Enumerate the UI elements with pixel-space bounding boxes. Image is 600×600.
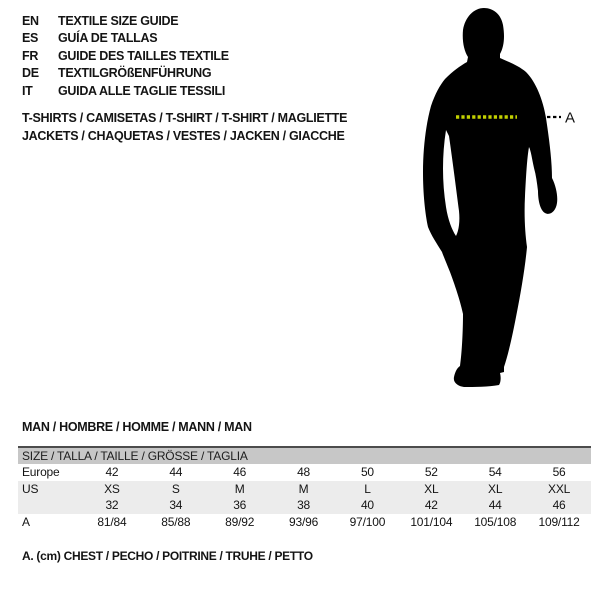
- category-tshirts: T-SHIRTS / CAMISETAS / T-SHIRT / T-SHIRT / MAGLIETTE: [22, 111, 348, 125]
- size-table-header: SIZE / TALLA / TAILLE / GRÖSSE / TAGLIA: [18, 448, 591, 464]
- language-row-it: [22, 82, 229, 100]
- language-row-en: [22, 12, 229, 30]
- table-cell: 44: [488, 498, 502, 512]
- table-cell: L: [364, 481, 371, 496]
- table-cell: 50: [360, 465, 374, 479]
- table-cell: 46: [233, 465, 247, 479]
- table-cell: 44: [169, 465, 183, 479]
- man-silhouette: [400, 0, 600, 400]
- category-list: [22, 110, 347, 145]
- footnote-chest: A. (cm) CHEST / PECHO / POITRINE / TRUHE / PETTO: [22, 549, 313, 563]
- language-code: DE: [22, 66, 39, 81]
- size-table: [18, 446, 591, 530]
- language-code: EN: [22, 13, 39, 28]
- table-cell: XL: [488, 481, 503, 496]
- table-cell: 85/88: [161, 514, 191, 529]
- table-row-europe: [18, 464, 591, 481]
- language-label: TEXTILE SIZE GUIDE: [58, 13, 179, 28]
- table-cell: 42: [105, 465, 119, 479]
- table-cell: 89/92: [225, 514, 255, 529]
- table-cell: 32: [105, 498, 119, 512]
- language-label: GUÍA DE TALLAS: [58, 31, 158, 46]
- language-row-es: [22, 30, 229, 48]
- language-code: IT: [22, 83, 33, 98]
- category-jackets: JACKETS / CHAQUETAS / VESTES / JACKEN / GIACCHE: [22, 128, 345, 143]
- language-list: [22, 12, 229, 100]
- language-code: FR: [22, 48, 39, 63]
- table-cell: 52: [424, 465, 438, 479]
- table-cell: 97/100: [349, 514, 386, 529]
- table-cell: 46: [552, 498, 566, 512]
- row-label: US: [22, 481, 39, 496]
- row-label: A: [22, 514, 30, 529]
- table-cell: 105/108: [474, 514, 517, 529]
- table-cell: M: [298, 481, 309, 496]
- table-cell: 93/96: [289, 514, 319, 529]
- table-cell: 81/84: [97, 514, 127, 529]
- table-cell: 54: [488, 465, 502, 479]
- language-label: GUIDE DES TAILLES TEXTILE: [58, 48, 229, 63]
- row-label: Europe: [22, 465, 60, 479]
- language-label: GUIDA ALLE TAGLIE TESSILI: [58, 83, 226, 98]
- section-title-man: MAN / HOMBRE / HOMME / MANN / MAN: [22, 420, 252, 434]
- table-row-chest: [18, 514, 591, 531]
- table-cell: XL: [424, 481, 439, 496]
- table-cell: 56: [552, 465, 566, 479]
- table-cell: 109/112: [538, 514, 580, 529]
- table-row-numeric: [18, 497, 591, 514]
- row-label: [18, 497, 80, 514]
- measure-a-label: A: [565, 109, 576, 127]
- table-cell: 38: [297, 498, 311, 512]
- table-cell: M: [234, 481, 245, 496]
- table-cell: XXL: [548, 481, 571, 496]
- language-label: TEXTILGRÖßENFÜHRUNG: [58, 66, 212, 81]
- table-cell: 101/104: [410, 514, 453, 529]
- language-row-fr: [22, 47, 229, 65]
- table-cell: XS: [104, 481, 120, 496]
- table-cell: 48: [297, 465, 311, 479]
- man-silhouette-body: [423, 8, 557, 387]
- table-cell: 34: [169, 498, 183, 512]
- table-cell: S: [171, 481, 180, 496]
- language-code: ES: [22, 31, 39, 46]
- table-cell: 36: [233, 498, 247, 512]
- table-cell: 42: [424, 498, 438, 512]
- table-row-us: [18, 481, 591, 498]
- table-cell: 40: [360, 498, 374, 512]
- language-row-de: [22, 65, 229, 83]
